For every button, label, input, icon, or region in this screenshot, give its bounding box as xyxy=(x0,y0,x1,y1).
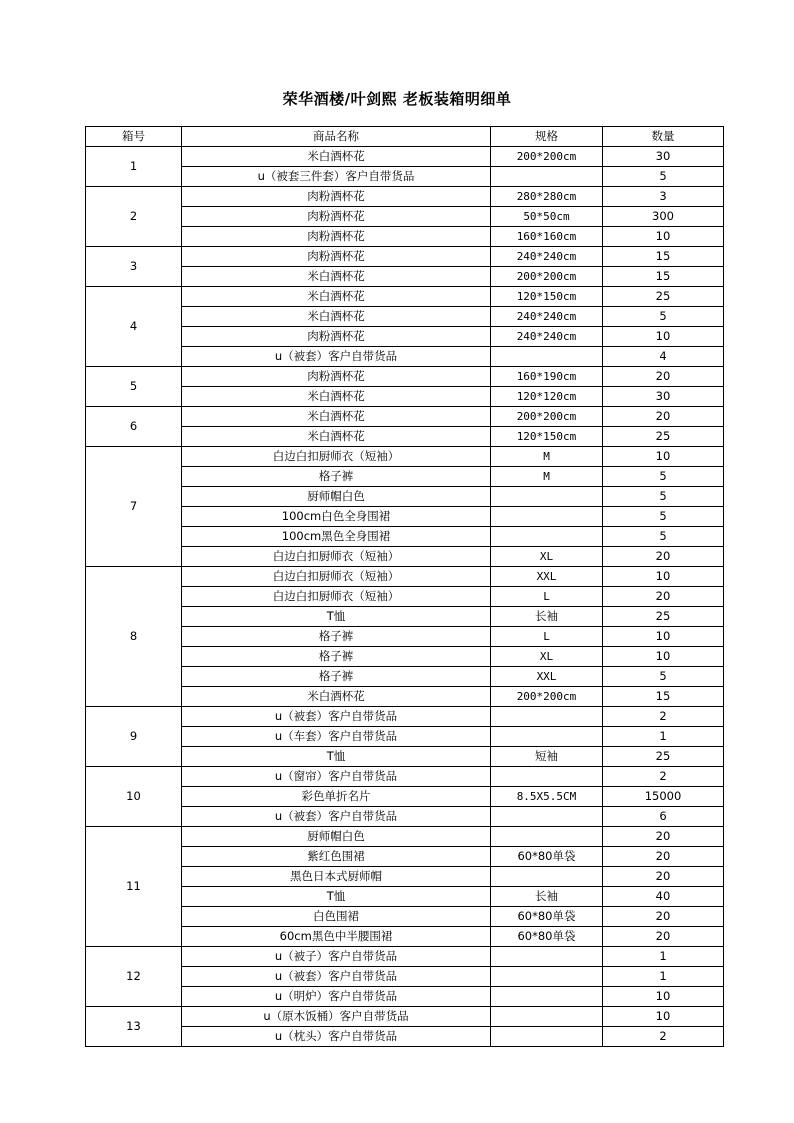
spec-cell xyxy=(491,807,603,827)
product-name-cell: u（窗帘）客户自带货品 xyxy=(182,767,491,787)
table-row xyxy=(86,247,724,267)
product-name-cell: 米白酒杯花 xyxy=(182,387,491,407)
quantity-cell: 20 xyxy=(603,847,724,867)
header-quantity: 数量 xyxy=(603,127,724,147)
product-name-cell: 米白酒杯花 xyxy=(182,267,491,287)
box-number-cell: 8 xyxy=(86,567,182,707)
table-row xyxy=(86,867,724,887)
product-name-cell: 60cm黑色中半腰围裙 xyxy=(182,927,491,947)
quantity-cell: 20 xyxy=(603,907,724,927)
spec-cell: XL xyxy=(491,647,603,667)
product-name-cell: u（明炉）客户自带货品 xyxy=(182,987,491,1007)
spec-cell: 120*150cm xyxy=(491,287,603,307)
product-name-cell: 肉粉酒杯花 xyxy=(182,227,491,247)
spec-cell: 240*240cm xyxy=(491,327,603,347)
table-row xyxy=(86,987,724,1007)
table-row xyxy=(86,147,724,167)
quantity-cell: 10 xyxy=(603,1007,724,1027)
product-name-cell: 肉粉酒杯花 xyxy=(182,367,491,387)
spec-cell: 160*190cm xyxy=(491,367,603,387)
quantity-cell: 5 xyxy=(603,527,724,547)
table-row xyxy=(86,507,724,527)
quantity-cell: 20 xyxy=(603,367,724,387)
table-row xyxy=(86,587,724,607)
spec-cell: 8.5X5.5CM xyxy=(491,787,603,807)
quantity-cell: 25 xyxy=(603,427,724,447)
spec-cell xyxy=(491,347,603,367)
quantity-cell: 10 xyxy=(603,327,724,347)
product-name-cell: 格子裤 xyxy=(182,627,491,647)
box-number-cell: 10 xyxy=(86,767,182,827)
quantity-cell: 5 xyxy=(603,667,724,687)
spec-cell: 50*50cm xyxy=(491,207,603,227)
box-number-cell: 13 xyxy=(86,1007,182,1047)
quantity-cell: 5 xyxy=(603,507,724,527)
spec-cell xyxy=(491,707,603,727)
quantity-cell: 20 xyxy=(603,587,724,607)
quantity-cell: 10 xyxy=(603,227,724,247)
box-number-cell: 1 xyxy=(86,147,182,187)
table-row xyxy=(86,227,724,247)
table-row xyxy=(86,427,724,447)
quantity-cell: 10 xyxy=(603,647,724,667)
product-name-cell: 100cm白色全身围裙 xyxy=(182,507,491,527)
header-product-name: 商品名称 xyxy=(182,127,491,147)
spec-cell: XL xyxy=(491,547,603,567)
product-name-cell: 米白酒杯花 xyxy=(182,307,491,327)
product-name-cell: 白色围裙 xyxy=(182,907,491,927)
table-row xyxy=(86,827,724,847)
table-row xyxy=(86,387,724,407)
table-row xyxy=(86,887,724,907)
quantity-cell: 25 xyxy=(603,287,724,307)
product-name-cell: 100cm黑色全身围裙 xyxy=(182,527,491,547)
table-row xyxy=(86,187,724,207)
spec-cell: 长袖 xyxy=(491,607,603,627)
table-row xyxy=(86,307,724,327)
spec-cell: M xyxy=(491,467,603,487)
box-number-cell: 12 xyxy=(86,947,182,1007)
table-row xyxy=(86,287,724,307)
quantity-cell: 10 xyxy=(603,567,724,587)
box-number-cell: 7 xyxy=(86,447,182,567)
quantity-cell: 10 xyxy=(603,447,724,467)
header-box-number: 箱号 xyxy=(86,127,182,147)
table-row xyxy=(86,447,724,467)
quantity-cell: 2 xyxy=(603,707,724,727)
table-row xyxy=(86,1027,724,1047)
spec-cell xyxy=(491,767,603,787)
table-row xyxy=(86,167,724,187)
product-name-cell: 格子裤 xyxy=(182,467,491,487)
spec-cell: XXL xyxy=(491,567,603,587)
spec-cell xyxy=(491,527,603,547)
quantity-cell: 15 xyxy=(603,247,724,267)
header-spec: 规格 xyxy=(491,127,603,147)
product-name-cell: 彩色单折名片 xyxy=(182,787,491,807)
page-title: 荣华酒楼/叶剑熙 老板装箱明细单 xyxy=(282,90,512,108)
quantity-cell: 15 xyxy=(603,687,724,707)
spec-cell: 200*200cm xyxy=(491,267,603,287)
spec-cell: L xyxy=(491,587,603,607)
product-name-cell: T恤 xyxy=(182,747,491,767)
spec-cell xyxy=(491,947,603,967)
product-name-cell: u（被套）客户自带货品 xyxy=(182,967,491,987)
box-number-cell: 4 xyxy=(86,287,182,367)
table-row xyxy=(86,807,724,827)
product-name-cell: u（车套）客户自带货品 xyxy=(182,727,491,747)
table-row xyxy=(86,747,724,767)
table-row xyxy=(86,627,724,647)
product-name-cell: 厨师帽白色 xyxy=(182,487,491,507)
box-number-cell: 6 xyxy=(86,407,182,447)
spec-cell xyxy=(491,1027,603,1047)
quantity-cell: 5 xyxy=(603,487,724,507)
spec-cell: 120*150cm xyxy=(491,427,603,447)
product-name-cell: 厨师帽白色 xyxy=(182,827,491,847)
spec-cell: L xyxy=(491,627,603,647)
spec-cell: M xyxy=(491,447,603,467)
table-row xyxy=(86,527,724,547)
table-row xyxy=(86,327,724,347)
spec-cell xyxy=(491,867,603,887)
table-row xyxy=(86,467,724,487)
quantity-cell: 30 xyxy=(603,147,724,167)
quantity-cell: 5 xyxy=(603,167,724,187)
product-name-cell: u（被套）客户自带货品 xyxy=(182,347,491,367)
table-row xyxy=(86,207,724,227)
quantity-cell: 1 xyxy=(603,967,724,987)
quantity-cell: 4 xyxy=(603,347,724,367)
spec-cell: 120*120cm xyxy=(491,387,603,407)
quantity-cell: 15000 xyxy=(603,787,724,807)
product-name-cell: T恤 xyxy=(182,887,491,907)
quantity-cell: 5 xyxy=(603,307,724,327)
spec-cell xyxy=(491,487,603,507)
spec-cell: 长袖 xyxy=(491,887,603,907)
spec-cell: 60*80单袋 xyxy=(491,927,603,947)
table-row xyxy=(86,847,724,867)
quantity-cell: 20 xyxy=(603,547,724,567)
table-row xyxy=(86,947,724,967)
quantity-cell: 40 xyxy=(603,887,724,907)
quantity-cell: 2 xyxy=(603,767,724,787)
table-row xyxy=(86,787,724,807)
table-row xyxy=(86,547,724,567)
spec-cell: XXL xyxy=(491,667,603,687)
table-row xyxy=(86,967,724,987)
spec-cell: 240*240cm xyxy=(491,307,603,327)
box-number-cell: 3 xyxy=(86,247,182,287)
product-name-cell: 白边白扣厨师衣（短袖） xyxy=(182,567,491,587)
header-row xyxy=(86,127,724,147)
quantity-cell: 5 xyxy=(603,467,724,487)
product-name-cell: u（原木饭桶）客户自带货品 xyxy=(182,1007,491,1027)
spec-cell xyxy=(491,967,603,987)
table-row xyxy=(86,767,724,787)
product-name-cell: 白边白扣厨师衣（短袖） xyxy=(182,587,491,607)
table-row xyxy=(86,1007,724,1027)
table-row xyxy=(86,707,724,727)
quantity-cell: 25 xyxy=(603,747,724,767)
table-row xyxy=(86,727,724,747)
box-number-cell: 2 xyxy=(86,187,182,247)
quantity-cell: 2 xyxy=(603,1027,724,1047)
table-body xyxy=(86,147,724,1047)
table-row xyxy=(86,347,724,367)
box-number-cell: 11 xyxy=(86,827,182,947)
quantity-cell: 30 xyxy=(603,387,724,407)
spec-cell xyxy=(491,827,603,847)
product-name-cell: u（被套）客户自带货品 xyxy=(182,707,491,727)
product-name-cell: 格子裤 xyxy=(182,667,491,687)
quantity-cell: 10 xyxy=(603,987,724,1007)
table-row xyxy=(86,367,724,387)
spec-cell xyxy=(491,507,603,527)
spec-cell: 200*200cm xyxy=(491,687,603,707)
quantity-cell: 1 xyxy=(603,727,724,747)
box-number-cell: 9 xyxy=(86,707,182,767)
product-name-cell: 黑色日本式厨师帽 xyxy=(182,867,491,887)
spec-cell: 200*200cm xyxy=(491,147,603,167)
spec-cell: 60*80单袋 xyxy=(491,907,603,927)
quantity-cell: 20 xyxy=(603,827,724,847)
table-row xyxy=(86,667,724,687)
quantity-cell: 3 xyxy=(603,187,724,207)
product-name-cell: 白边白扣厨师衣（短袖） xyxy=(182,447,491,467)
product-name-cell: 米白酒杯花 xyxy=(182,407,491,427)
table-row xyxy=(86,567,724,587)
table-row xyxy=(86,267,724,287)
table-row xyxy=(86,907,724,927)
product-name-cell: 白边白扣厨师衣（短袖） xyxy=(182,547,491,567)
product-name-cell: u（被子）客户自带货品 xyxy=(182,947,491,967)
quantity-cell: 25 xyxy=(603,607,724,627)
spec-cell: 240*240cm xyxy=(491,247,603,267)
quantity-cell: 20 xyxy=(603,407,724,427)
product-name-cell: 米白酒杯花 xyxy=(182,147,491,167)
product-name-cell: 米白酒杯花 xyxy=(182,287,491,307)
quantity-cell: 1 xyxy=(603,947,724,967)
spec-cell xyxy=(491,987,603,1007)
table-row xyxy=(86,487,724,507)
quantity-cell: 300 xyxy=(603,207,724,227)
spec-cell: 200*200cm xyxy=(491,407,603,427)
product-name-cell: 紫红色围裙 xyxy=(182,847,491,867)
product-name-cell: 肉粉酒杯花 xyxy=(182,247,491,267)
product-name-cell: T恤 xyxy=(182,607,491,627)
product-name-cell: 米白酒杯花 xyxy=(182,427,491,447)
product-name-cell: u（被套三件套）客户自带货品 xyxy=(182,167,491,187)
table-row xyxy=(86,927,724,947)
quantity-cell: 15 xyxy=(603,267,724,287)
spec-cell xyxy=(491,167,603,187)
spec-cell: 60*80单袋 xyxy=(491,847,603,867)
product-name-cell: 格子裤 xyxy=(182,647,491,667)
product-name-cell: u（枕头）客户自带货品 xyxy=(182,1027,491,1047)
spec-cell: 160*160cm xyxy=(491,227,603,247)
table-row xyxy=(86,687,724,707)
quantity-cell: 20 xyxy=(603,927,724,947)
quantity-cell: 10 xyxy=(603,627,724,647)
quantity-cell: 20 xyxy=(603,867,724,887)
box-number-cell: 5 xyxy=(86,367,182,407)
quantity-cell: 6 xyxy=(603,807,724,827)
table-row xyxy=(86,407,724,427)
product-name-cell: 肉粉酒杯花 xyxy=(182,187,491,207)
spec-cell: 短袖 xyxy=(491,747,603,767)
table-row xyxy=(86,607,724,627)
product-name-cell: 肉粉酒杯花 xyxy=(182,327,491,347)
spec-cell: 280*280cm xyxy=(491,187,603,207)
product-name-cell: 米白酒杯花 xyxy=(182,687,491,707)
product-name-cell: u（被套）客户自带货品 xyxy=(182,807,491,827)
product-name-cell: 肉粉酒杯花 xyxy=(182,207,491,227)
spec-cell xyxy=(491,1007,603,1027)
table-row xyxy=(86,647,724,667)
spec-cell xyxy=(491,727,603,747)
packing-list-table xyxy=(85,126,724,1047)
